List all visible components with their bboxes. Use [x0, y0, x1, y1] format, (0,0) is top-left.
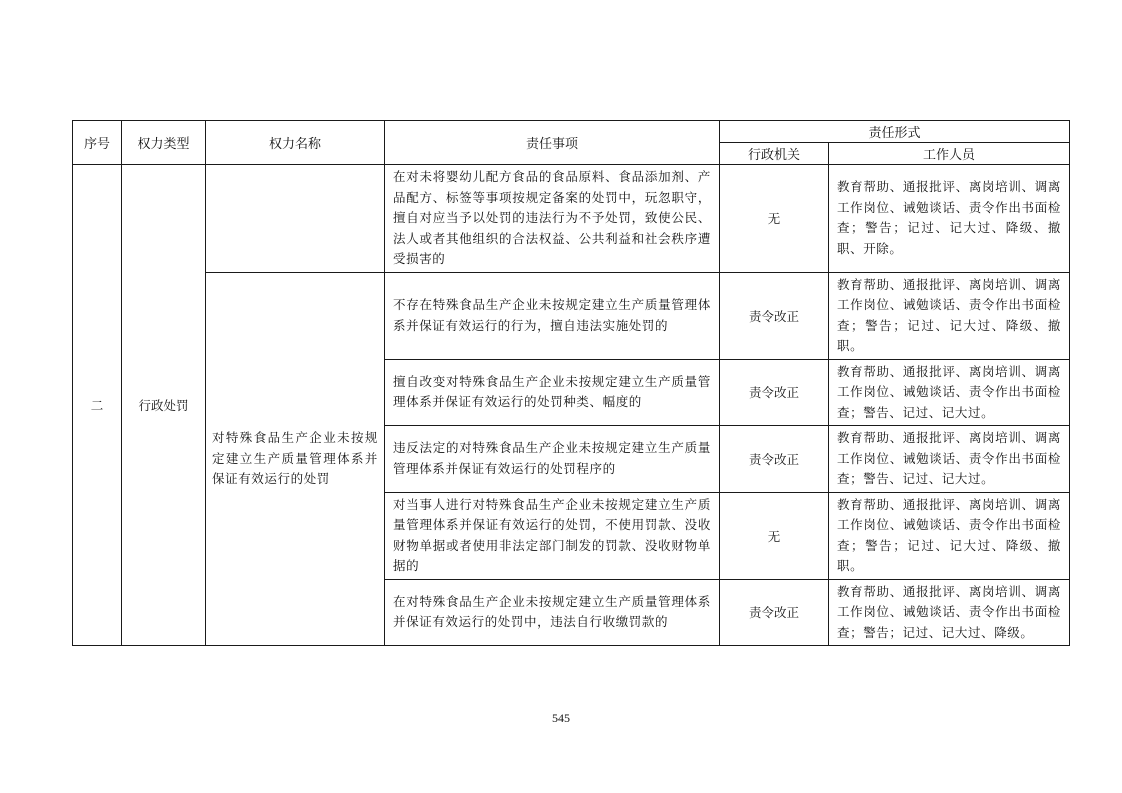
staff-text: 教育帮助、通报批评、离岗培训、调离工作岗位、诫勉谈话、责令作出书面检查；警告；记过、记大过、降级、撤职。: [837, 276, 1062, 353]
responsibility-table: [72, 120, 1070, 646]
table-row: [73, 165, 1070, 273]
staff-cell: [829, 579, 1070, 646]
duty-item-cell: [385, 426, 720, 493]
staff-cell: [829, 165, 1070, 273]
duty-item-text: 在对特殊食品生产企业未按规定建立生产质量管理体系并保证有效运行的处罚中，违法自行收缴罚款的: [393, 593, 711, 630]
admin-org-cell: [720, 579, 829, 646]
duty-item-text: 违反法定的对特殊食品生产企业未按规定建立生产质量管理体系并保证有效运行的处罚程序的: [393, 440, 711, 476]
duty-item-text: 对当事人进行对特殊食品生产企业未按规定建立生产质量管理体系并保证有效运行的处罚，不使用罚款、没收财物单据或者使用非法定部门制发的罚款、没收财物单据的: [393, 496, 711, 573]
admin-org-cell: [720, 426, 829, 493]
staff-cell: [829, 272, 1070, 359]
power-name-cell-empty: [206, 165, 385, 273]
admin-org-cell: [720, 492, 829, 579]
header-seq: 序号: [73, 121, 122, 165]
admin-org-cell: [720, 359, 829, 426]
duty-item-cell: [385, 492, 720, 579]
admin-org-value: 责令改正: [748, 605, 799, 621]
power-type-cell: [122, 165, 206, 646]
staff-text: 教育帮助、通报批评、离岗培训、调离工作岗位、诫勉谈话、责令作出书面检查；警告、记过、记大过。: [837, 430, 1062, 486]
header-admin-org: 行政机关: [720, 143, 829, 165]
admin-org-value: 无: [767, 211, 781, 227]
admin-org-value: 责令改正: [748, 385, 799, 401]
staff-cell: [829, 359, 1070, 426]
header-staff: 工作人员: [829, 143, 1070, 165]
header-duty-form: 责任形式: [720, 121, 1070, 143]
duty-item-text: 在对未将婴幼儿配方食品的食品原料、食品添加剂、产品配方、标签等事项按规定备案的处罚中，玩忽职守，擅自对应当予以处罚的违法行为不予处罚，致使公民、法人或者其他组织的合法权益、公共利益和社会秩序遭受损害的: [393, 169, 711, 266]
header-row-1: [73, 121, 1070, 143]
duty-item-cell: [385, 579, 720, 646]
power-name-value: [206, 216, 384, 220]
header-power-type: 权力类型: [122, 121, 206, 165]
power-name-cell: [206, 272, 385, 646]
admin-org-value: 责令改正: [748, 308, 799, 324]
seq-cell: [73, 165, 122, 646]
duty-item-cell: [385, 165, 720, 273]
staff-text: 教育帮助、通报批评、离岗培训、调离工作岗位、诫勉谈话、责令作出书面检查；警告；记过、记大过、降级、撤职。: [837, 496, 1062, 573]
header-duty-items: 责任事项: [385, 121, 720, 165]
staff-text: 教育帮助、通报批评、离岗培训、调离工作岗位、诫勉谈话、责令作出书面检查；警告、记过、记大过。: [837, 363, 1062, 420]
admin-org-cell: [720, 272, 829, 359]
duty-item-text: 不存在特殊食品生产企业未按规定建立生产质量管理体系并保证有效运行的行为，擅自违法实施处罚的: [393, 297, 711, 333]
page-number: 545: [552, 711, 570, 725]
duty-item-text: 擅自改变对特殊食品生产企业未按规定建立生产质量管理体系并保证有效运行的处罚种类、幅度的: [393, 373, 711, 410]
staff-text: 教育帮助、通报批评、离岗培训、调离工作岗位、诫勉谈话、责令作出书面检查；警告；记过、记大过、降级、撤职、开除。: [837, 179, 1062, 256]
duty-item-cell: [385, 359, 720, 426]
staff-cell: [829, 426, 1070, 493]
seq-value: 二: [90, 398, 104, 413]
admin-org-cell: [720, 165, 829, 273]
table-row: [73, 272, 1070, 359]
staff-cell: [829, 492, 1070, 579]
power-name-value: 对特殊食品生产企业未按规定建立生产质量管理体系并保证有效运行的处罚: [212, 430, 378, 486]
duty-item-cell: [385, 272, 720, 359]
power-type-value: 行政处罚: [138, 398, 189, 413]
admin-org-value: 责令改正: [748, 451, 799, 467]
header-power-name: 权力名称: [206, 121, 385, 165]
admin-org-value: 无: [767, 528, 781, 544]
staff-text: 教育帮助、通报批评、离岗培训、调离工作岗位、诫勉谈话、责令作出书面检查；警告；记过、记大过、降级。: [837, 583, 1062, 640]
